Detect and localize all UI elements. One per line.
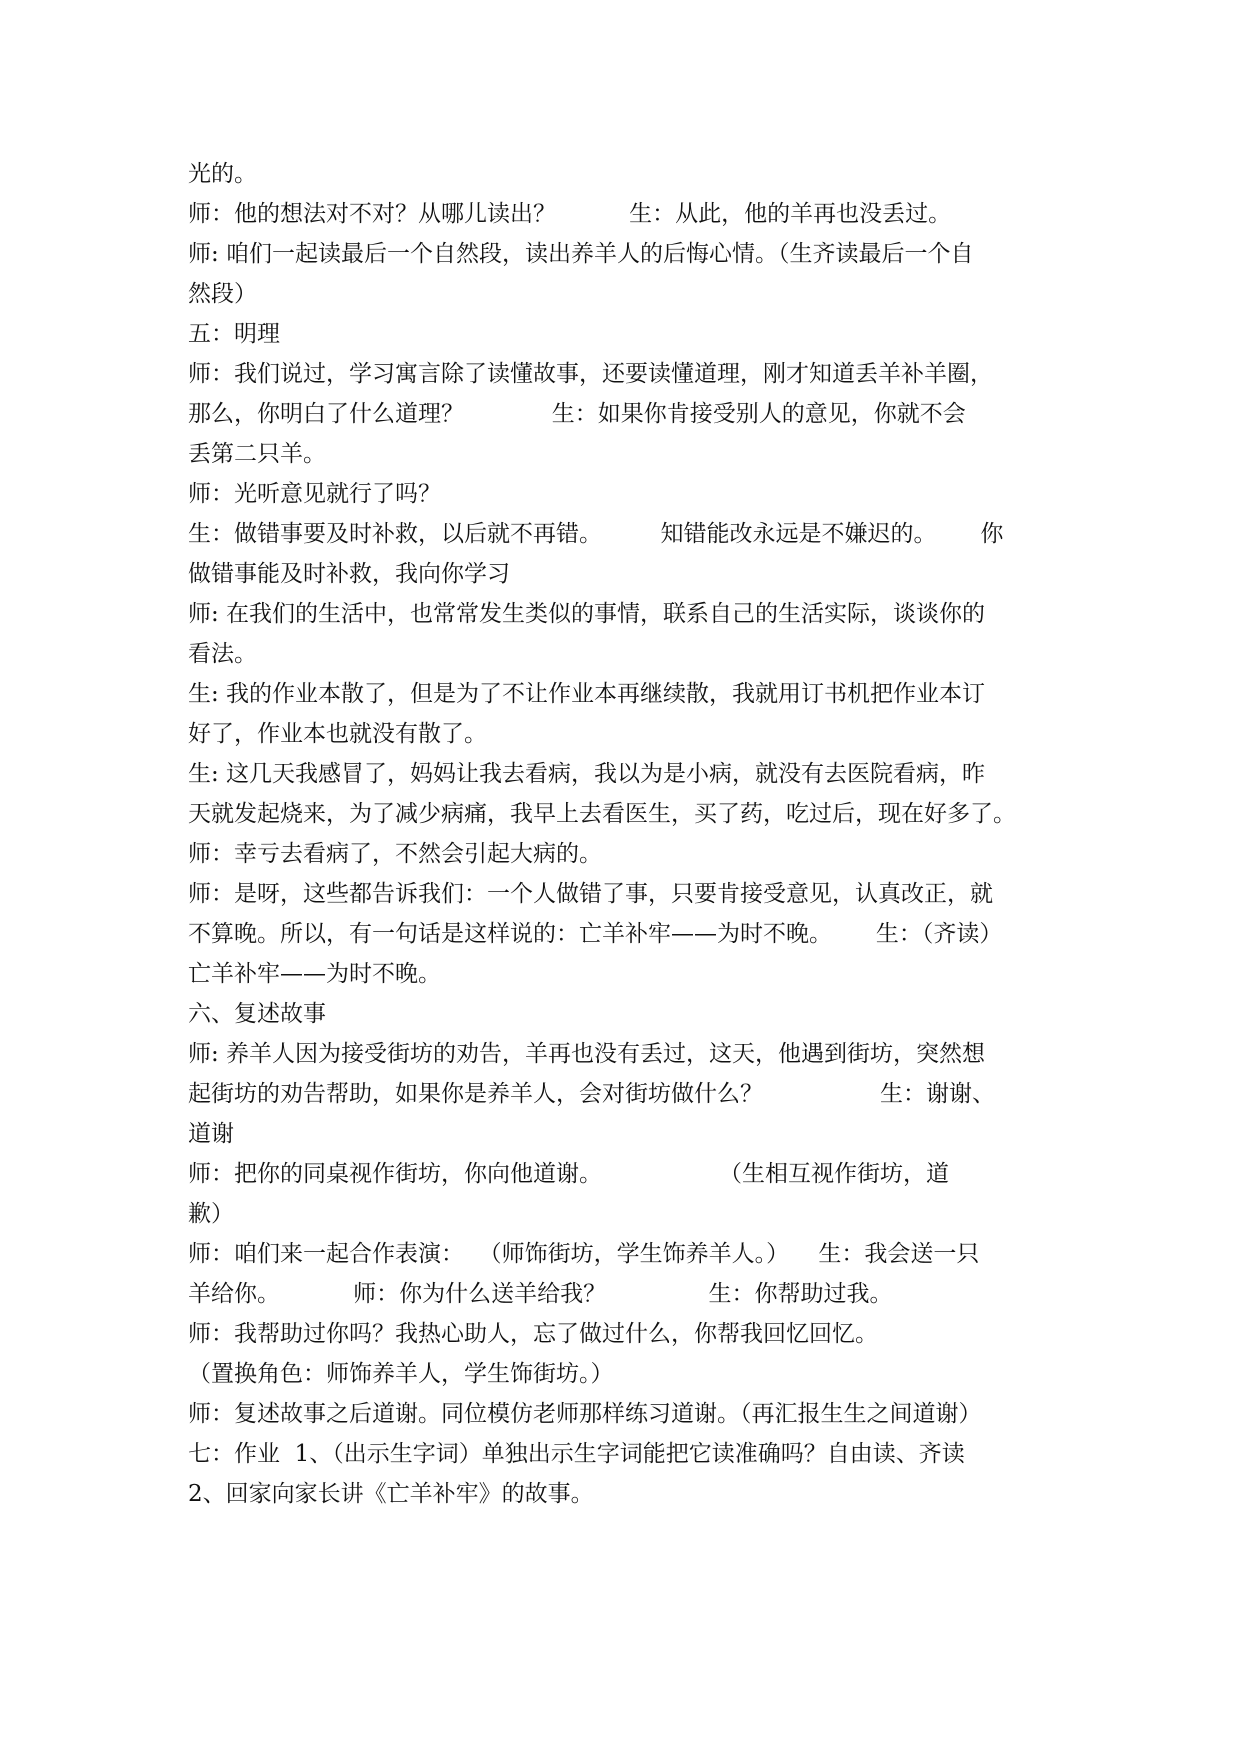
- text-line: 师：幸亏去看病了，不然会引起大病的。: [188, 841, 602, 867]
- text-line: 看法。: [188, 641, 257, 667]
- text-line: 师：他的想法对不对？从哪儿读出？ 生：从此，他的羊再也没丢过。: [188, 201, 952, 227]
- text-line: 师：是呀，这些都告诉我们：一个人做错了事，只要肯接受意见，认真改正，就: [188, 881, 993, 907]
- text-line: 光的。: [188, 161, 257, 187]
- text-line: 那么，你明白了什么道理？ 生：如果你肯接受别人的意见，你就不会: [188, 401, 966, 427]
- text-line: 生：做错事要及时补救，以后就不再错。 知错能改永远是不嫌迟的。 你: [188, 521, 1004, 547]
- section-heading: 五：明理: [188, 321, 280, 347]
- lesson-text-body: [188, 154, 1068, 1514]
- text-line: 歉）: [188, 1201, 234, 1227]
- text-line: （置换角色：师饰养羊人，学生饰街坊。）: [188, 1361, 614, 1387]
- text-line: 好了，作业本也就没有散了。: [188, 721, 487, 747]
- text-line: 师：我们说过，学习寓言除了读懂故事，还要读懂道理，刚才知道丢羊补羊圈，: [188, 361, 993, 387]
- text-line: 生: 我的作业本散了，但是为了不让作业本再继续散，我就用订书机把作业本订: [188, 681, 986, 707]
- text-line: 不算晚。所以，有一句话是这样说的：亡羊补牢——为时不晚。 生：（齐读）: [188, 921, 1003, 947]
- text-line: 羊给你。 师：你为什么送羊给我？ 生：你帮助过我。: [188, 1281, 893, 1307]
- text-line: 亡羊补牢——为时不晚。: [188, 961, 441, 987]
- text-line: 然段）: [188, 281, 257, 307]
- text-line: 天就发起烧来，为了减少病痛，我早上去看医生，买了药，吃过后，现在好多了。: [188, 801, 1016, 827]
- text-line: 师：把你的同桌视作街坊，你向他道谢。 （生相互视作街坊，道: [188, 1161, 949, 1187]
- text-line: 师: 咱们一起读最后一个自然段，读出养羊人的后悔心情。（生齐读最后一个自: [188, 241, 974, 267]
- text-line: 师: 养羊人因为接受街坊的劝告，羊再也没有丢过，这天，他遇到街坊，突然想: [188, 1041, 986, 1067]
- section-heading: 六、复述故事: [188, 1001, 326, 1027]
- text-line: 师：我帮助过你吗？我热心助人，忘了做过什么，你帮我回忆回忆。: [188, 1321, 878, 1347]
- text-line: 师：光听意见就行了吗？: [188, 481, 441, 507]
- text-line: 做错事能及时补救，我向你学习: [188, 561, 510, 587]
- text-line: 师：复述故事之后道谢。同位模仿老师那样练习道谢。（再汇报生生之间道谢）: [188, 1401, 982, 1427]
- text-line: 起街坊的劝告帮助，如果你是养羊人，会对街坊做什么？ 生：谢谢、: [188, 1081, 995, 1107]
- text-line: 师：咱们来一起合作表演： （师饰街坊，学生饰养羊人。） 生：我会送一只: [188, 1241, 980, 1267]
- text-line: 2、回家向家长讲《亡羊补牢》的故事。: [188, 1481, 594, 1507]
- text-line: 生: 这几天我感冒了，妈妈让我去看病，我以为是小病，就没有去医院看病，昨: [188, 761, 986, 787]
- text-line: 丢第二只羊。: [188, 441, 326, 467]
- section-heading: 七：作业 1、（出示生字词）单独出示生字词能把它读准确吗？自由读、齐读: [188, 1441, 965, 1467]
- text-line: 师: 在我们的生活中，也常常发生类似的事情，联系自己的生活实际，谈谈你的: [188, 601, 986, 627]
- text-line: 道谢: [188, 1121, 234, 1147]
